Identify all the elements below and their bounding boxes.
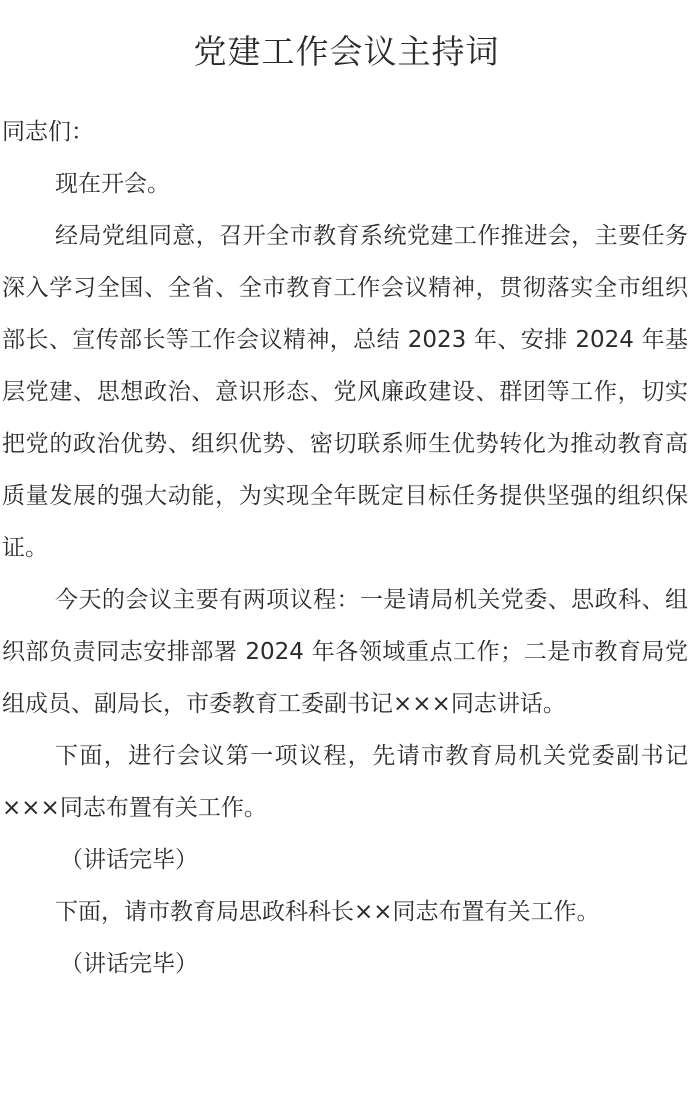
purpose-paragraph: 经局党组同意，召开全市教育系统党建工作推进会，主要任务深入学习全国、全省、全市教育工作会议精神，贯彻落实全市组织部长、宣传部长等工作会议精神，总结 2023 年、安排 2024 年基层党建、思想政治、意识形态、党风廉政建设、群团等工作，切实把党的政治优势、组织优势、密切联系师生优势转化为推动教育高质量发展的强大动能，为实现全年既定目标任务提供坚强的组织保证。 xyxy=(2,223,688,561)
document-title: 党建工作会议主持词 xyxy=(193,32,500,71)
agenda-paragraph: 今天的会议主要有两项议程：一是请局机关党委、思政科、组织部负责同志安排部署 2024 年各领域重点工作；二是市教育局党组成员、副局长，市委教育工委副书记×××同志讲话。 xyxy=(2,587,688,717)
first-agenda-item-paragraph: 下面，进行会议第一项议程，先请市教育局机关党委副书记×××同志布置有关工作。 xyxy=(2,743,688,821)
speech-finished-note: （讲话完毕） xyxy=(60,951,198,977)
speech-finished-note: （讲话完毕） xyxy=(60,847,198,873)
document-body xyxy=(2,106,688,990)
salutation-paragraph: 同志们： xyxy=(2,119,94,145)
opening-paragraph: 现在开会。 xyxy=(55,171,170,197)
second-speaker-paragraph: 下面，请市教育局思政科科长××同志布置有关工作。 xyxy=(55,899,600,925)
